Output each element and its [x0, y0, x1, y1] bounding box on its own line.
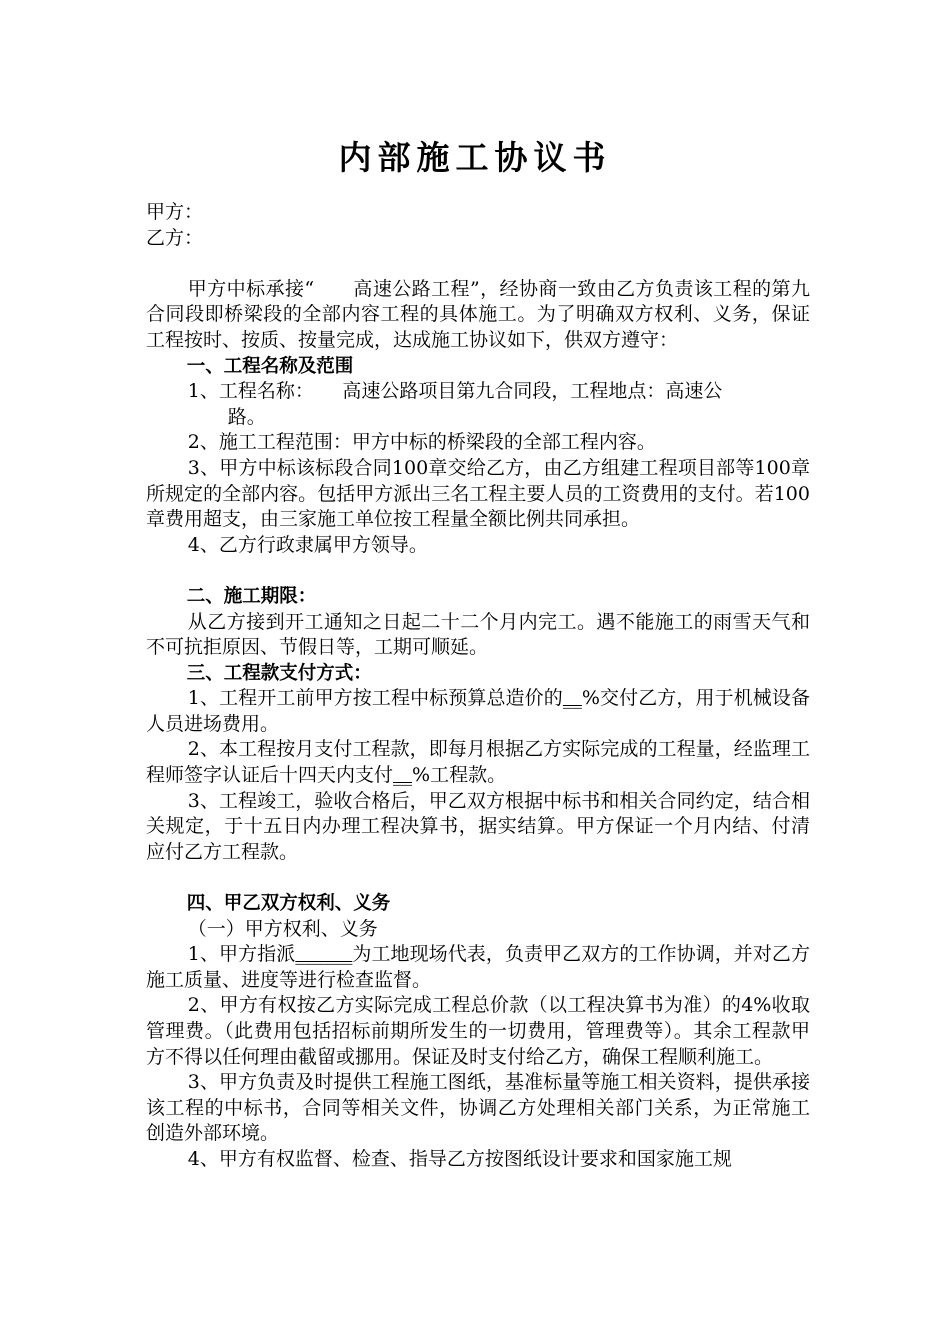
party-b-line: 乙方： — [146, 226, 204, 249]
spacer — [146, 251, 810, 277]
section-1-item-4: 4、乙方行政隶属甲方领导。 — [187, 533, 428, 556]
section-3-heading: 三、工程款支付方式： — [186, 662, 372, 684]
section-1-item-1 — [146, 379, 810, 430]
section-4-item-3: 3、甲方负责及时提供工程施工图纸，基准标量等施工相关资料，提供承接该工程的中标书，合同等相关文件，协调乙方处理相关部门关系，为正常施工创造外部环境。 — [146, 1071, 810, 1145]
section-1-item-3: 3、甲方中标该标段合同100章交给乙方，由乙方组建工程项目部等100章所规定的全部内容。包括甲方派出三名工程主要人员的工资费用的支付。若100章费用超支，由三家施工单位按工程量全额比例共同承担。 — [146, 456, 810, 531]
party-a-line: 甲方： — [146, 201, 204, 223]
fill-blank: __ — [562, 687, 582, 710]
section-1-item-2: 2、施工工程范围：甲方中标的桥梁段的全部工程内容。 — [187, 431, 656, 454]
section-4-item-2: 2、甲方有权按乙方实际完成工程总价款（以工程决算书为准）的4%收取管理费。（此费用包括招标前期所发生的一切费用，管理费等）。其余工程款甲方不得以任何理由截留或挪用。保证及时支付给乙方，确保工程顺利施工。 — [146, 994, 810, 1068]
section-3-item-1-text: 1、工程开工前甲方按工程中标预算总造价的 — [187, 687, 563, 710]
section-2-paragraph: 从乙方接到开工通知之日起二十二个月内完工。遇不能施工的雨雪天气和不可抗拒原因、节假日等，工期可顺延。 — [146, 610, 810, 659]
section-1-heading: 一、工程名称及范围 — [186, 355, 354, 377]
document-title: 内部施工协议书 — [338, 138, 612, 177]
document-body — [146, 200, 810, 1173]
section-3-item-1 — [146, 686, 810, 737]
section-4-subheading: （一）甲方权利、义务 — [187, 917, 378, 940]
spacer — [146, 865, 810, 891]
section-1-item-1-line-2: 路。 — [227, 405, 266, 428]
section-2-heading: 二、施工期限： — [186, 585, 317, 607]
section-3-item-2-text-end: %工程款。 — [412, 764, 507, 787]
section-4-item-1 — [146, 942, 810, 993]
spacer — [146, 558, 810, 584]
section-4-item-4: 4、甲方有权监督、检查、指导乙方按图纸设计要求和国家施工规 — [187, 1147, 732, 1170]
fill-blank: ______ — [295, 943, 353, 966]
intro-paragraph: 甲方中标承接“ 高速公路工程”，经协商一致由乙方负责该工程的第九合同段即桥梁段的全部内容工程的具体施工。为了明确双方权利、义务，保证工程按时、按质、按量完成，达成施工协议如下，供双方遵守： — [146, 277, 810, 351]
section-4-item-1-text-end: 为工地现场代表，负责甲乙双方的工作协调，并对乙方施工质量、进度等进行检查监督。 — [146, 943, 810, 991]
section-1-item-1-line-1: 1、工程名称： 高速公路项目第九合同段，工程地点：高速公 — [187, 380, 723, 403]
section-3-item-3: 3、工程竣工，验收合格后，甲乙双方根据中标书和相关合同约定，结合相关规定，于十五日内办理工程决算书，据实结算。甲方保证一个月内结、付清应付乙方工程款。 — [146, 789, 810, 863]
section-3-item-1-text-end: %交付乙方，用于机械设备人员进场费用。 — [146, 687, 810, 735]
fill-blank: __ — [393, 764, 413, 787]
section-3-item-2 — [146, 737, 810, 788]
section-3-item-2-text: 2、本工程按月支付工程款，即每月根据乙方实际完成的工程量，经监理工程师签字认证后十四天内支付 — [146, 738, 810, 787]
section-4-item-1-text: 1、甲方指派 — [187, 943, 296, 966]
section-4-heading: 四、甲乙双方权利、义务 — [186, 893, 391, 915]
